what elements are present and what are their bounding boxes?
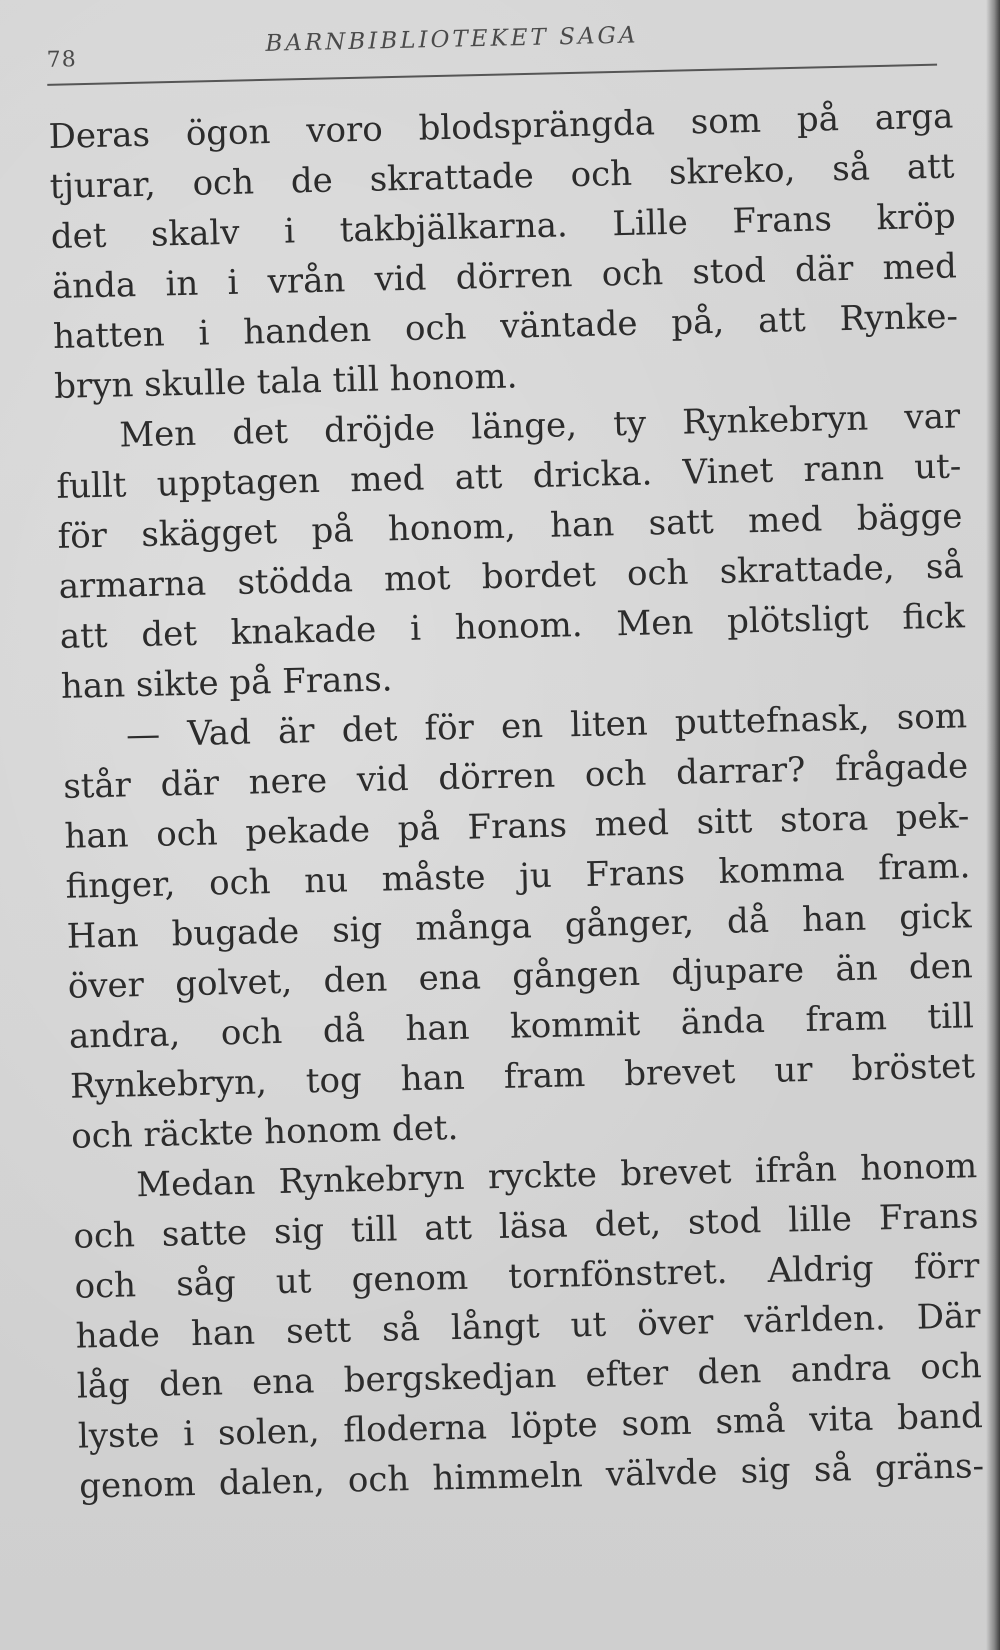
text-line: och satte sig till att läsa det, stod lille Frans — [73, 1196, 979, 1257]
text-line: Men det dröjde länge, ty Rynkebryn var — [118, 396, 961, 456]
text-line: lyste i solen, floderna löpte som små vita band — [77, 1396, 984, 1457]
text-line: Rynkebryn, tog han fram brevet ur bröstet — [69, 1046, 976, 1107]
text-line: andra, och då han kommit ända fram till — [68, 996, 975, 1057]
text-line: står där nere vid dörren och darrar? frågade — [62, 746, 969, 807]
text-line: fullt upptagen med att dricka. Vinet rann ut- — [56, 446, 962, 507]
text-line: ända in i vrån vid dörren och stod där med — [51, 246, 958, 307]
text-line: det skalv i takbjälkarna. Lille Frans kröp — [50, 196, 957, 257]
text-line: genom dalen, och himmeln välvde sig så gräns- — [78, 1446, 985, 1507]
text-line: och såg ut genom tornfönstret. Aldrig förr — [74, 1246, 980, 1307]
text-line: Medan Rynkebryn ryckte brevet ifrån honom — [135, 1146, 978, 1206]
text-line: låg den ena bergskedjan efter den andra och — [76, 1346, 983, 1407]
page-header — [40, 8, 941, 88]
text-line: tjurar, och de skrattade och skreko, så att — [49, 146, 955, 207]
header-rule — [47, 64, 937, 86]
text-line: bryn skulle tala till honom. — [53, 356, 518, 407]
text-line: hatten i handen och väntade på, att Rynke- — [52, 296, 959, 357]
text-line: finger, och nu måste ju Frans komma fram. — [65, 846, 971, 907]
running-head: BARNBIBLIOTEKET SAGA — [265, 22, 639, 57]
body-text — [48, 91, 985, 1511]
text-line: armarna stödda mot bordet och skrattade, så — [58, 546, 964, 607]
text-line: Deras ögon voro blodsprängda som på arga — [48, 96, 954, 157]
text-line: Han bugade sig många gånger, då han gick — [66, 896, 972, 957]
text-line: för skägget på honom, han satt med bägge — [57, 496, 963, 557]
text-line: — Vad är det för en liten puttefnask, som — [125, 696, 968, 756]
text-line: att det knakade i honom. Men plötsligt fick — [59, 596, 966, 657]
page-number: 78 — [46, 47, 78, 73]
text-line: över golvet, den ena gången djupare än den — [67, 946, 974, 1007]
text-line: han sikte på Frans. — [60, 659, 393, 707]
text-line: hade han sett så långt ut över världen. Där — [75, 1296, 982, 1357]
text-line: och räckte honom det. — [70, 1107, 459, 1157]
text-line: han och pekade på Frans med sitt stora pek- — [63, 796, 970, 857]
